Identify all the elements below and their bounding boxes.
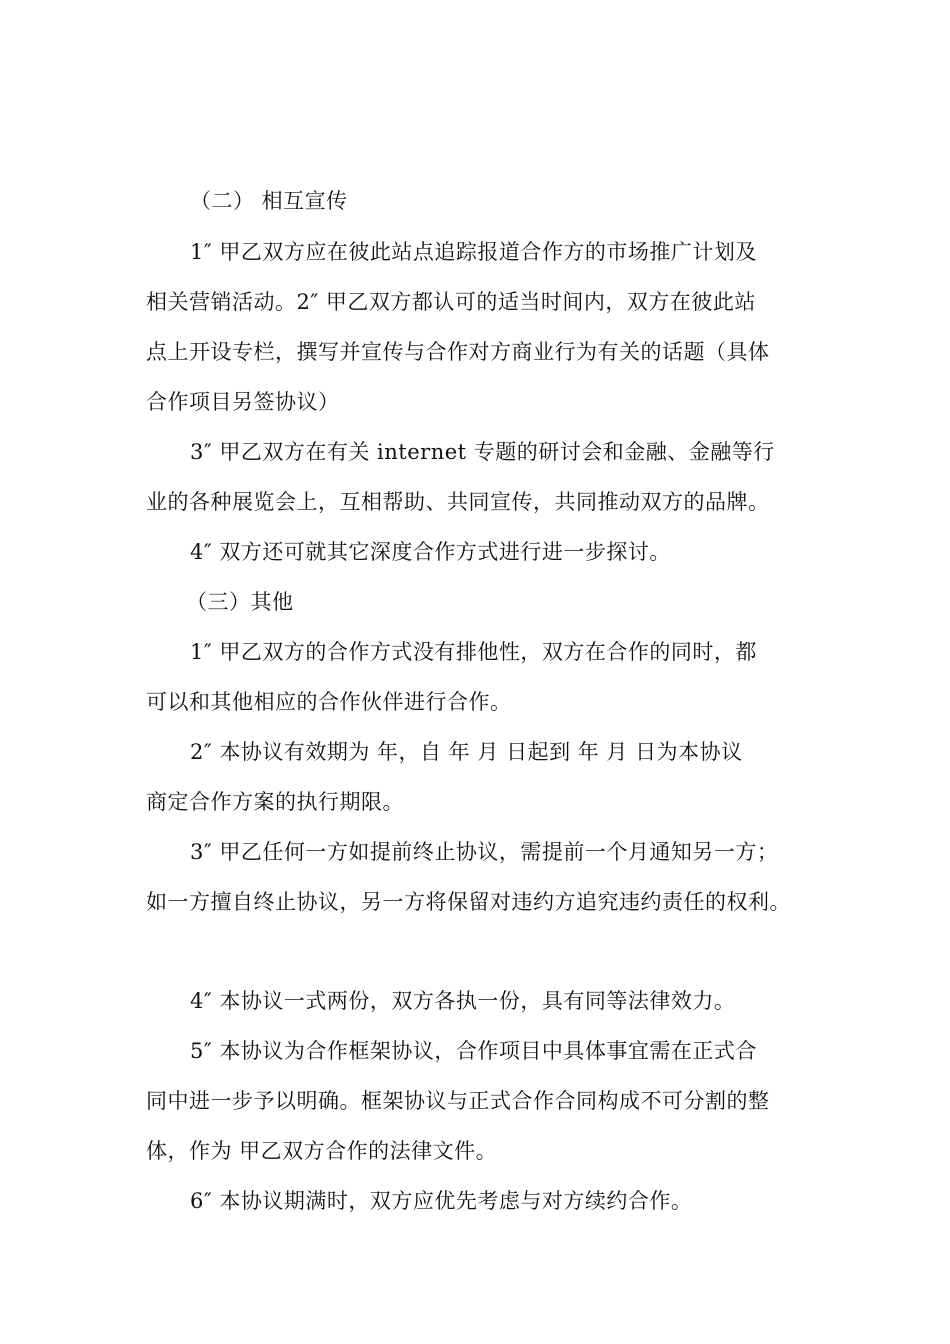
paragraph-line: 合作项目另签协议） (146, 390, 340, 414)
paragraph-line: 5″ 本协议为合作框架协议，合作项目中具体事宜需在正式合 (190, 1039, 757, 1063)
paragraph-line: 3″ 甲乙任何一方如提前终止协议，需提前一个月通知另一方； (190, 840, 779, 864)
paragraph-line: 3″ 甲乙双方在有关 internet 专题的研讨会和金融、金融等行 (190, 440, 775, 464)
paragraph-line: 1″ 甲乙双方的合作方式没有排他性，双方在合作的同时，都 (190, 640, 757, 664)
paragraph-line: 体，作为 甲乙双方合作的法律文件。 (146, 1139, 498, 1163)
paragraph-line: 点上开设专栏，撰写并宣传与合作对方商业行为有关的话题（具体 (146, 340, 770, 364)
paragraph-line: 4″ 本协议一式两份，双方各执一份，具有同等法律效力。 (190, 989, 736, 1013)
paragraph-line: 相关营销活动。2″ 甲乙双方都认可的适当时间内，双方在彼此站 (146, 290, 756, 314)
paragraph-line: 可以和其他相应的合作伙伴进行合作。 (146, 690, 512, 714)
paragraph-line: 业的各种展览会上，互相帮助、共同宣传，共同推动双方的品牌。 (146, 490, 770, 514)
paragraph-line: 同中进一步予以明确。框架协议与正式合作合同构成不可分割的整 (146, 1089, 770, 1113)
paragraph-line: 4″ 双方还可就其它深度合作方式进行进一步探讨。 (190, 540, 671, 564)
paragraph-line: 6″ 本协议期满时，双方应优先考虑与对方续约合作。 (190, 1189, 693, 1213)
section-heading-other: （三）其他 (186, 590, 294, 614)
paragraph-line: 1″ 甲乙双方应在彼此站点追踪报道合作方的市场推广计划及 (190, 240, 757, 264)
section-heading-mutual-promotion: （二） 相互宣传 (190, 189, 348, 213)
paragraph-line: 商定合作方案的执行期限。 (146, 790, 404, 814)
paragraph-line: 2″ 本协议有效期为 年，自 年 月 日起到 年 月 日为本协议 (190, 740, 743, 764)
paragraph-line: 如一方擅自终止协议，另一方将保留对违约方追究违约责任的权利。 (146, 890, 791, 914)
